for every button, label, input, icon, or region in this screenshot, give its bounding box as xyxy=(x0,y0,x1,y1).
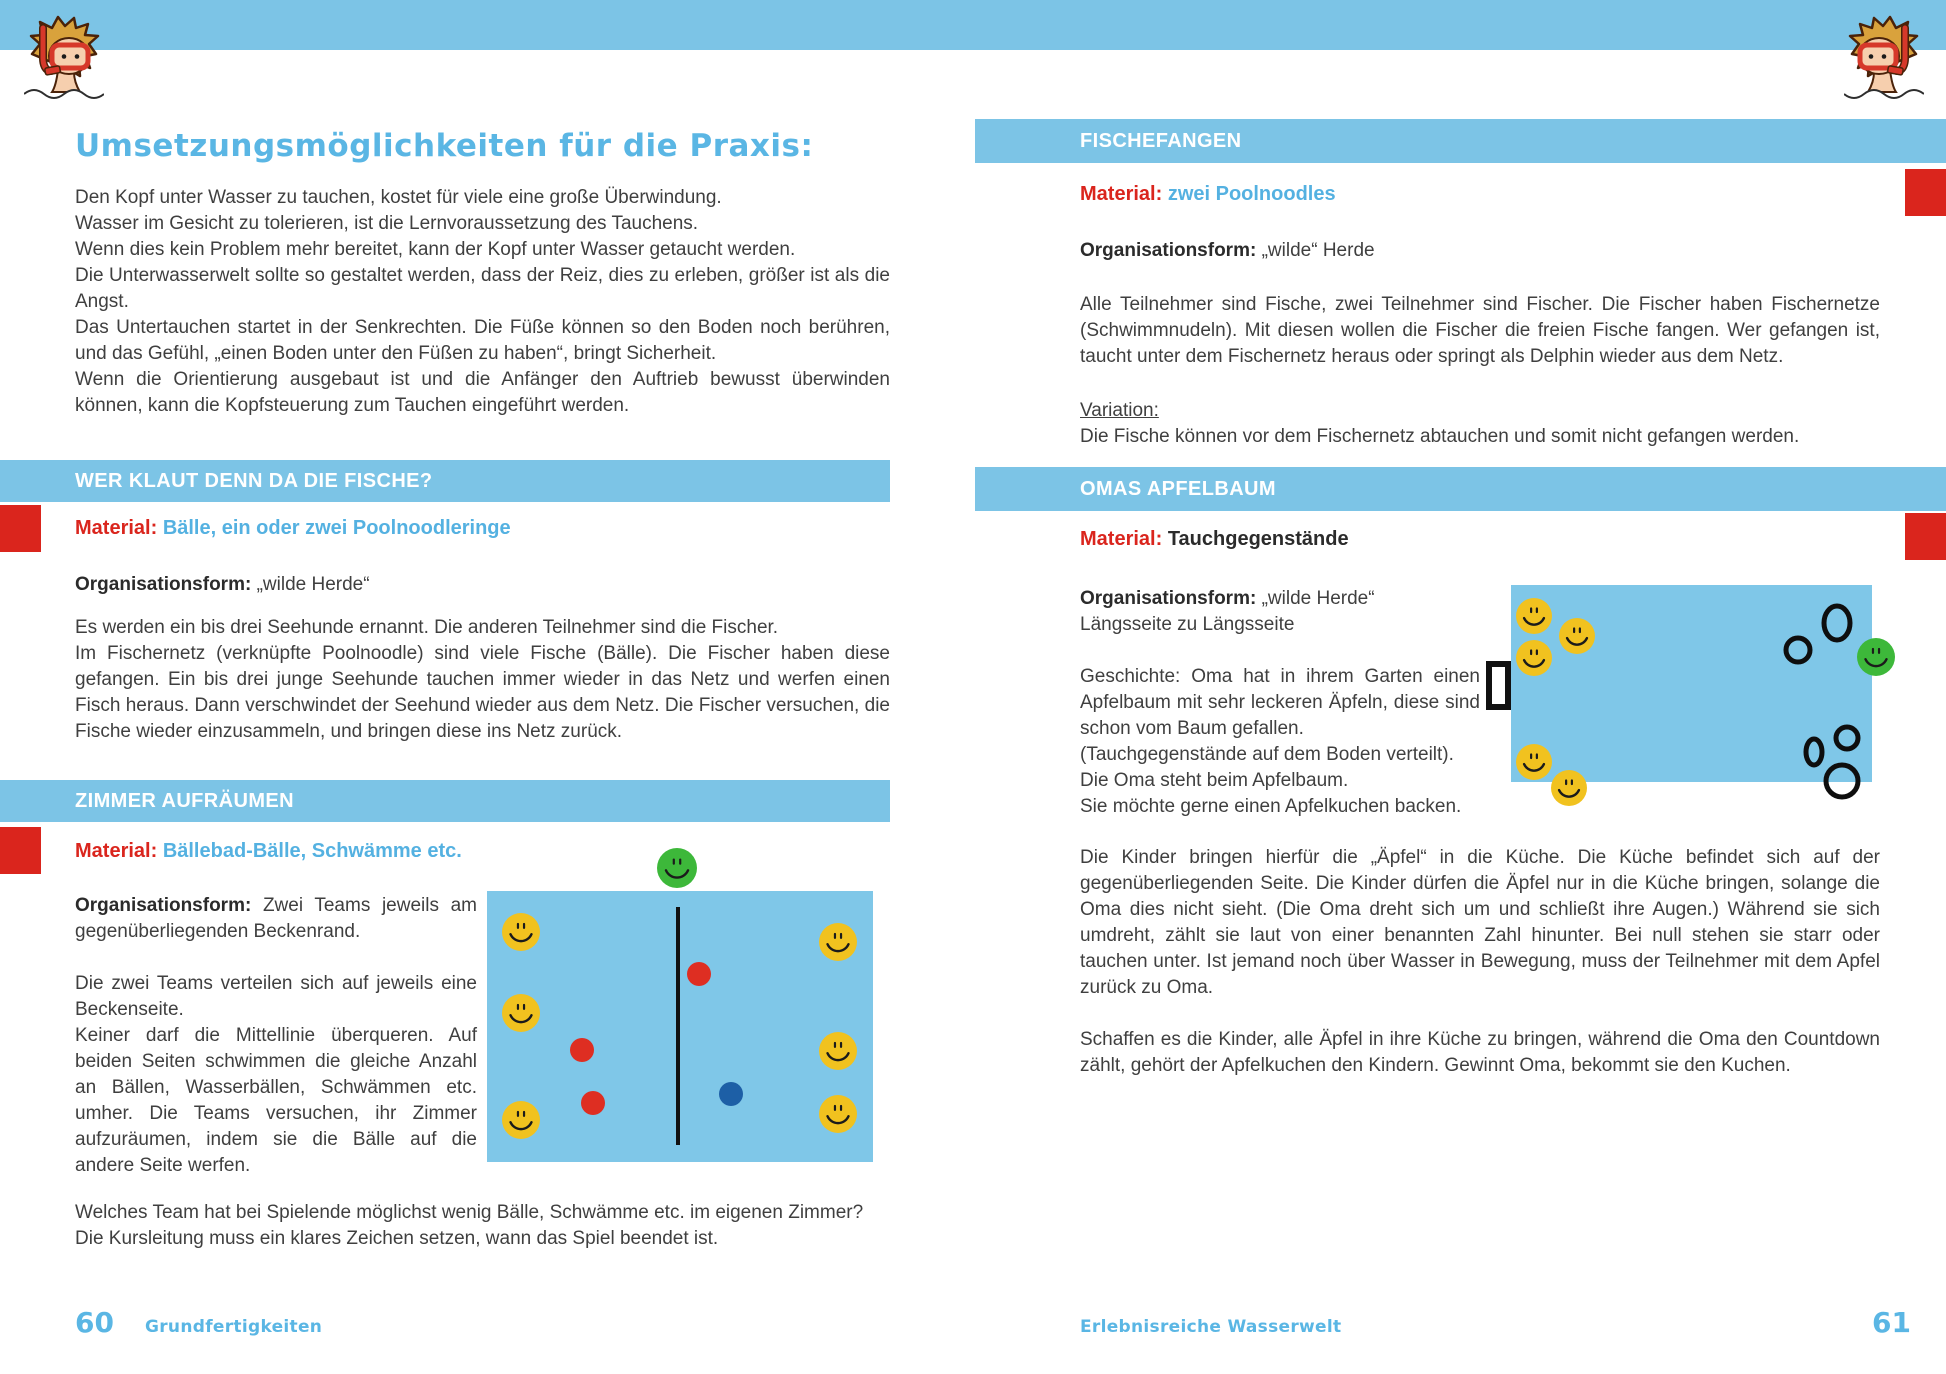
material-value: Tauchgegenstände xyxy=(1167,528,1349,550)
variation-text: Die Fische können vor dem Fischernetz abtauchen und somit nicht gefangen werden. xyxy=(1080,426,1800,447)
body-paragraph: Alle Teilnehmer sind Fische, zwei Teilnehmer sind Fischer. Die Fischer haben Fischernetze (Schwimmnudeln). Mit diesen wollen die Fischer die freien Fische fangen. Wer gefangen ist, taucht unter dem Fischernetz heraus oder springt als Delphin wieder aus dem Netz. xyxy=(1080,294,1880,367)
orga-value: „wilde Herde“ xyxy=(1261,588,1375,609)
story-paragraph: Die Oma steht beim Apfelbaum. xyxy=(1080,770,1349,791)
orga-line xyxy=(1080,238,1375,264)
story-paragraph: Sie möchte gerne einen Apfelkuchen backen. xyxy=(1080,796,1462,817)
intro-line: Wasser im Gesicht zu tolerieren, ist die Lernvoraussetzung des Tauchens. xyxy=(75,213,699,234)
yellow-smiley-icon xyxy=(502,913,540,951)
closing-line: Die Kursleitung muss ein klares Zeichen setzen, wann das Spiel beendet ist. xyxy=(75,1228,719,1249)
orga-line xyxy=(75,893,477,945)
ball-icon xyxy=(687,962,711,986)
orga-value: „wilde Herde“ xyxy=(256,574,370,595)
footer-chapter-label: Grundfertigkeiten xyxy=(145,1317,323,1337)
oma-text-column xyxy=(1080,586,1480,820)
variation-block xyxy=(1080,398,1880,450)
material-value: Bällebad-Bälle, Schwämme etc. xyxy=(162,840,462,862)
intro-paragraphs xyxy=(75,185,890,419)
orga-line2: Längsseite zu Längsseite xyxy=(1080,614,1295,635)
orga-value: „wilde“ Herde xyxy=(1261,240,1375,261)
body-paragraph: Die zwei Teams verteilen sich auf jeweils eine Beckenseite. xyxy=(75,973,477,1020)
oma-body xyxy=(1080,845,1880,1079)
section-header: FISCHEFANGEN xyxy=(1080,129,1242,152)
yellow-smiley-icon xyxy=(819,923,857,961)
material-line xyxy=(75,515,511,541)
diver-mascot-icon xyxy=(1844,14,1924,106)
yellow-smiley-icon xyxy=(1551,770,1587,806)
story-paragraph: Geschichte: Oma hat in ihrem Garten einen Apfelbaum mit sehr leckeren Äpfeln, diese sind schon vom Baum gefallen. xyxy=(1080,666,1480,739)
material-label: Material: xyxy=(75,840,158,862)
body-paragraph: Es werden ein bis drei Seehunde ernannt. Die anderen Teilnehmer sind die Fischer. xyxy=(75,617,779,638)
pool-water xyxy=(1511,585,1872,782)
material-label: Material: xyxy=(1080,183,1163,205)
section-body xyxy=(1080,292,1880,370)
ball-icon xyxy=(719,1082,743,1106)
red-accent-square xyxy=(1905,513,1946,560)
orga-label: Organisationsform: xyxy=(1080,240,1257,261)
body-paragraph: Schaffen es die Kinder, alle Äpfel in ihre Küche zu bringen, während die Oma den Countdown zählt, gehört der Apfelkuchen den Kindern. Gewinnt Oma, bekommt sie den Kuchen. xyxy=(1080,1029,1880,1076)
intro-line: Wenn dies kein Problem mehr bereitet, kann der Kopf unter Wasser getaucht werden. xyxy=(75,239,796,260)
intro-line: Den Kopf unter Wasser zu tauchen, kostet für viele eine große Überwindung. xyxy=(75,187,722,208)
red-accent-square xyxy=(0,505,41,552)
body-paragraph: Keiner darf die Mittellinie überqueren. Auf beiden Seiten schwimmen die gleiche Anzahl an Bällen, Wasserbällen, Schwämmen etc. umher. Die Teams versuchen, ihr Zimmer aufzuräumen, indem sie die Bälle auf die andere Seite werfen. xyxy=(75,1025,477,1176)
section-header: WER KLAUT DENN DA DIE FISCHE? xyxy=(75,469,433,492)
zimmer-aufraeumen-pool-diagram xyxy=(487,840,873,1162)
body-paragraph: Die Kinder bringen hierfür die „Äpfel“ in die Küche. Die Küche befindet sich auf der gegenüberliegenden Seite. Die Kinder dürfen die Äpfel nur in die Küche bringen, solange die Oma dies nicht sieht. (Die Oma dreht sich um und schließt ihre Augen.) Während sie sich umdreht, zählt sie laut von einer benannten Zahl hinunter. Bei null stehen sie starr oder tauchen unter. Ist jemand noch über Wasser in Bewegung, muss der Teilnehmer mit dem Apfel zurück zu Oma. xyxy=(1080,847,1880,998)
section-header-bar xyxy=(0,460,890,502)
section-header-bar xyxy=(975,119,1946,163)
section-header: OMAS APFELBAUM xyxy=(1080,477,1276,500)
material-line xyxy=(75,838,462,864)
material-label: Material: xyxy=(1080,528,1163,550)
yellow-smiley-icon xyxy=(1559,618,1595,654)
yellow-smiley-icon xyxy=(1516,640,1552,676)
red-accent-square xyxy=(0,827,41,874)
section-header: ZIMMER AUFRÄUMEN xyxy=(75,789,294,812)
closing-line: Welches Team hat bei Spielende möglichst wenig Bälle, Schwämme etc. im eigenen Zimmer? xyxy=(75,1202,864,1223)
orga-label: Organisationsform: xyxy=(75,895,252,916)
omas-apfelbaum-pool-diagram xyxy=(1480,570,1900,810)
body-paragraph: Im Fischernetz (verknüpfte Poolnoodle) sind viele Fische (Bälle). Die Fischer haben diese gefangen. Ein bis drei junge Seehunde tauchen immer wieder in das Netz und werfen einen Fisch heraus. Dann verschwindet der Seehund wieder aus dem Netz. Die Fischer versuchen, die Fische wieder einzusammeln, und bringen diese ins Netz zurück. xyxy=(75,643,890,742)
material-line xyxy=(1080,526,1349,552)
material-line xyxy=(1080,181,1336,207)
material-label: Material: xyxy=(75,517,158,539)
section-body xyxy=(75,615,890,745)
green-smiley-icon xyxy=(1857,638,1895,676)
top-color-band xyxy=(0,0,1946,50)
orga-label: Organisationsform: xyxy=(75,574,252,595)
page-title: Umsetzungsmöglichkeiten für die Praxis: xyxy=(75,128,814,164)
green-smiley-icon xyxy=(657,848,697,888)
section-header-bar xyxy=(0,780,890,822)
yellow-smiley-icon xyxy=(502,994,540,1032)
orga-line xyxy=(75,572,370,598)
yellow-smiley-icon xyxy=(502,1101,540,1139)
orga-value: Zwei Teams jeweils am gegenüberliegenden Beckenrand. xyxy=(75,895,478,942)
orga-line xyxy=(1080,586,1480,612)
material-value: zwei Poolnoodles xyxy=(1167,183,1336,205)
intro-line: Die Unterwasserwelt sollte so gestaltet werden, dass der Reiz, dies zu erleben, größer ist als die Angst. xyxy=(75,265,890,312)
story-paragraph: (Tauchgegenstände auf dem Boden verteilt). xyxy=(1080,744,1454,765)
ball-icon xyxy=(570,1038,594,1062)
closing-paragraph xyxy=(75,1200,890,1252)
yellow-smiley-icon xyxy=(819,1095,857,1133)
yellow-smiley-icon xyxy=(1516,744,1552,780)
ball-icon xyxy=(581,1091,605,1115)
page-number: 61 xyxy=(1872,1306,1911,1339)
red-accent-square xyxy=(1905,169,1946,216)
apple-tree-marker xyxy=(1489,664,1508,707)
zimmer-text-column xyxy=(75,893,477,1179)
diver-mascot-icon xyxy=(24,14,104,106)
intro-line: Wenn die Orientierung ausgebaut ist und die Anfänger den Auftrieb bewusst überwinden können, kann die Kopfsteuerung zum Tauchen eingeführt werden. xyxy=(75,369,890,416)
intro-line: Das Untertauchen startet in der Senkrechten. Die Füße können so den Boden noch berühren, und das Gefühl, „einen Boden unter den Füßen zu haben“, bringt Sicherheit. xyxy=(75,317,890,364)
yellow-smiley-icon xyxy=(819,1032,857,1070)
material-value: Bälle, ein oder zwei Poolnoodleringe xyxy=(162,517,511,539)
orga-label: Organisationsform: xyxy=(1080,588,1257,609)
section-header-bar xyxy=(975,467,1946,511)
variation-label: Variation: xyxy=(1080,400,1159,421)
footer-chapter-label: Erlebnisreiche Wasserwelt xyxy=(1080,1317,1342,1337)
page-number: 60 xyxy=(75,1306,114,1339)
yellow-smiley-icon xyxy=(1516,598,1552,634)
